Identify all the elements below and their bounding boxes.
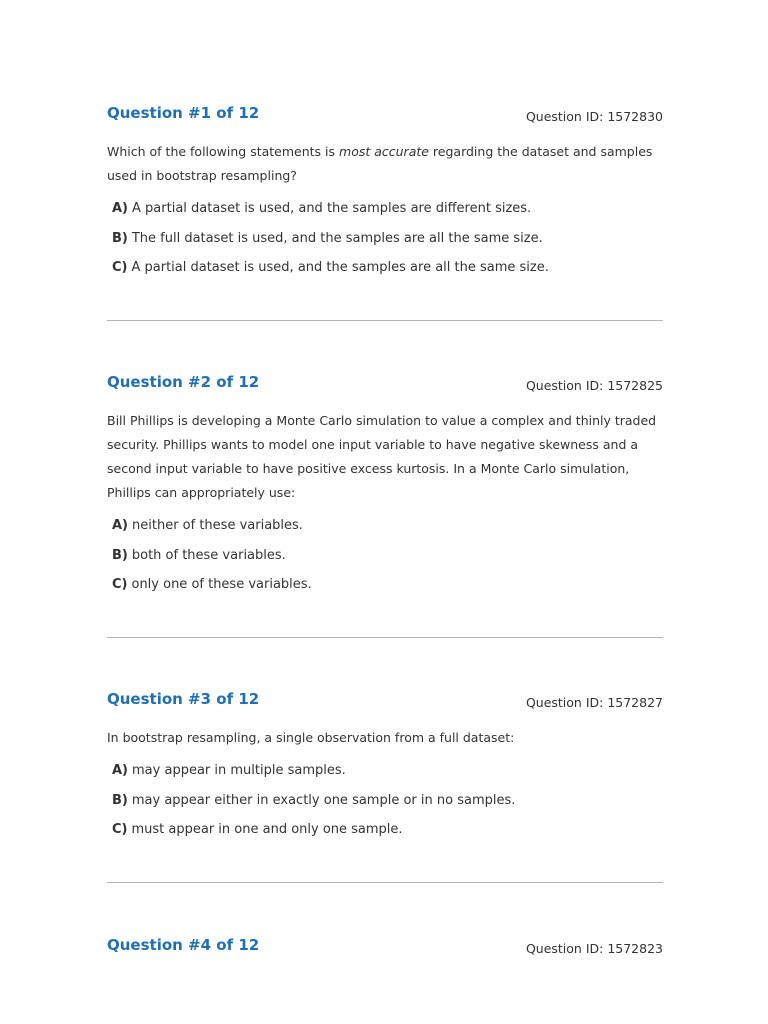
- question-text: [107, 140, 663, 188]
- answer-text: A partial dataset is used, and the samples are all the same size.: [131, 260, 549, 275]
- answer-letter: C): [112, 822, 128, 837]
- question-text-part: Which of the following statements is: [107, 144, 340, 159]
- question-2: [107, 373, 663, 600]
- question-id: Question ID: 1572825: [525, 378, 663, 393]
- answer-option-c[interactable]: [112, 815, 663, 845]
- question-header: [107, 936, 663, 962]
- question-id: Question ID: 1572823: [525, 941, 663, 956]
- question-header: [107, 373, 663, 399]
- question-3: [107, 690, 663, 845]
- answer-letter: A): [112, 518, 129, 533]
- answer-letter: B): [112, 230, 128, 246]
- answer-letter: C): [112, 260, 128, 275]
- question-header: [107, 104, 663, 130]
- answer-option-a[interactable]: [112, 511, 663, 541]
- question-id: Question ID: 1572830: [525, 109, 663, 124]
- answer-letter: C): [112, 577, 128, 592]
- question-text: In bootstrap resampling, a single observation from a full dataset:: [107, 730, 515, 745]
- answer-list: [107, 194, 663, 283]
- answer-letter: A): [112, 201, 129, 216]
- question-title: Question #2 of 12: [107, 373, 260, 391]
- question-id: Question ID: 1572827: [525, 695, 663, 710]
- answer-option-b[interactable]: [112, 541, 663, 571]
- answer-list: [107, 511, 663, 600]
- answer-text: must appear in one and only one sample.: [131, 822, 403, 837]
- answer-text: A partial dataset is used, and the samples are different sizes.: [132, 201, 532, 216]
- answer-text: may appear in multiple samples.: [132, 763, 346, 778]
- question-1: [107, 104, 663, 283]
- question-header: [107, 690, 663, 716]
- answer-letter: B): [112, 547, 128, 563]
- question-title: Question #3 of 12: [107, 690, 260, 708]
- answer-letter: A): [112, 763, 129, 778]
- answer-option-a[interactable]: [112, 756, 663, 786]
- question-text-emphasis: most accurate: [339, 144, 429, 159]
- question-divider: [107, 637, 663, 638]
- answer-list: [107, 756, 663, 845]
- question-divider: [107, 882, 663, 883]
- answer-option-b[interactable]: [112, 224, 663, 254]
- question-text-part: regarding the dataset and samples used in bootstrap resampling?: [107, 144, 653, 183]
- question-title: Question #4 of 12: [107, 936, 260, 954]
- answer-option-a[interactable]: [112, 194, 663, 224]
- answer-option-c[interactable]: [112, 253, 663, 283]
- answer-text: neither of these variables.: [132, 518, 303, 533]
- question-divider: [107, 320, 663, 321]
- answer-option-c[interactable]: [112, 570, 663, 600]
- answer-letter: B): [112, 792, 128, 808]
- answer-text: may appear either in exactly one sample or in no samples.: [131, 792, 516, 808]
- answer-text: both of these variables.: [131, 547, 286, 563]
- question-title: Question #1 of 12: [107, 104, 260, 122]
- answer-option-b[interactable]: [112, 786, 663, 816]
- question-text: Bill Phillips is developing a Monte Carlo simulation to value a complex and thinly traded security. Phillips wants to model one input variable to have negative skewness and a second input variable to have positive excess kurtosis. In a Monte Carlo simulation, Phillips can appropriately use:: [107, 413, 657, 500]
- question-4: [107, 936, 663, 962]
- answer-text: The full dataset is used, and the samples are all the same size.: [131, 230, 543, 246]
- answer-text: only one of these variables.: [131, 577, 312, 592]
